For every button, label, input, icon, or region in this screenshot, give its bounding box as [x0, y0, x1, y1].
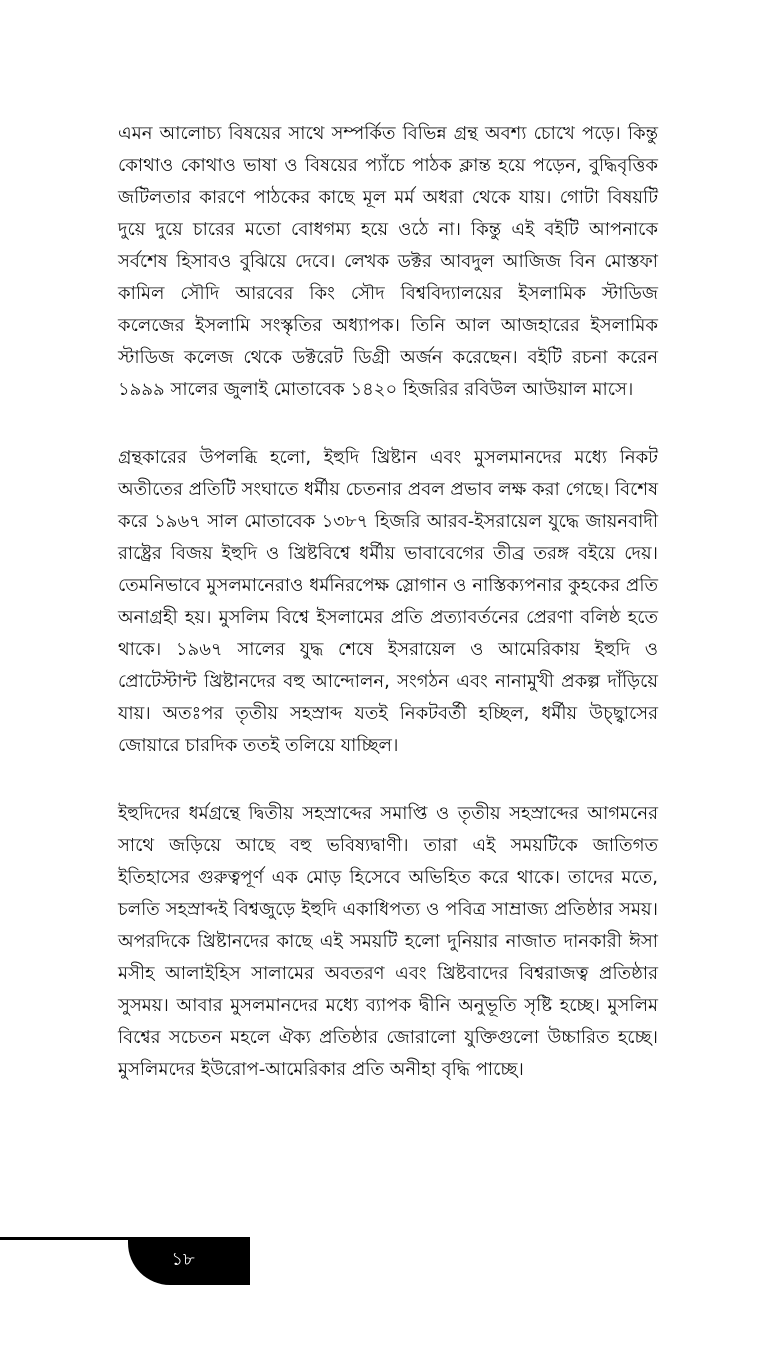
page-number: ১৮ — [171, 1249, 195, 1270]
page-body — [118, 118, 658, 1086]
paragraph-3: ইহুদিদের ধর্মগ্রন্থে দ্বিতীয় সহস্রাব্দের সমাপ্তি ও তৃতীয় সহস্রাব্দের আগমনের সাথে জড়িয়ে আছে বহু ভবিষ্যদ্বাণী। তারা এই সময়টিকে জাতিগত ইতিহাসের গুরুত্বপূর্ণ এক মোড় হিসেবে অভিহিত করে থাকে। তাদের মতে, চলতি সহস্রাব্দই বিশ্বজুড়ে ইহুদি একাধিপত্য ও পবিত্র সাম্রাজ্য প্রতিষ্ঠার সময়। অপরদিকে খ্রিষ্টানদের কাছে এই সময়টি হলো দুনিয়ার নাজাত দানকারী ঈসা মসীহ আলাইহিস সালামের অবতরণ এবং খ্রিষ্টবাদের বিশ্বরাজত্ব প্রতিষ্ঠার সুসময়। আবার মুসলমানদের মধ্যে ব্যাপক দ্বীনি অনুভূতি সৃষ্টি হচ্ছে। মুসলিম বিশ্বের সচেতন মহলে ঐক্য প্রতিষ্ঠার জোরালো যুক্তিগুলো উচ্চারিত হচ্ছে। মুসলিমদের ইউরোপ-আমেরিকার প্রতি অনীহা বৃদ্ধি পাচ্ছে। — [118, 803, 658, 1080]
paragraph-1: এমন আলোচ্য বিষয়ের সাথে সম্পর্কিত বিভিন্ন গ্রন্থ অবশ্য চোখে পড়ে। কিন্তু কোথাও কোথাও ভাষা ও বিষয়ের প্যাঁচে পাঠক ক্লান্ত হয়ে পড়েন, বুদ্ধিবৃত্তিক জটিলতার কারণে পাঠকের কাছে মূল মর্ম অধরা থেকে যায়। গোটা বিষয়টি দুয়ে দুয়ে চারের মতো বোধগম্য হয়ে ওঠে না। কিন্তু এই বইটি আপনাকে সর্বশেষ হিসাবও বুঝিয়ে দেবে। লেখক ডক্টর আবদুল আজিজ বিন মোস্তফা কামিল সৌদি আরবের কিং সৌদ বিশ্ববিদ্যালয়ের ইসলামিক স্টাডিজ কলেজের ইসলামি সংস্কৃতির অধ্যাপক। তিনি আল আজহারের ইসলামিক স্টাডিজ কলেজ থেকে ডক্টরেট ডিগ্রী অর্জন করেছেন। বইটি রচনা করেন ১৯৯৯ সালের জুলাই মোতাবেক ১৪২০ হিজরির রবিউল আউয়াল মাসে। — [118, 123, 658, 400]
paragraph-2: গ্রন্থকারের উপলব্ধি হলো, ইহুদি খ্রিষ্টান এবং মুসলমানদের মধ্যে নিকট অতীতের প্রতিটি সংঘাতে ধর্মীয় চেতনার প্রবল প্রভাব লক্ষ করা গেছে। বিশেষ করে ১৯৬৭ সাল মোতাবেক ১৩৮৭ হিজরি আরব-ইসরায়েল যুদ্ধে জায়নবাদী রাষ্ট্রের বিজয় ইহুদি ও খ্রিষ্টবিশ্বে ধর্মীয় ভাবাবেগের তীব্র তরঙ্গ বইয়ে দেয়। তেমনিভাবে মুসলমানেরাও ধর্মনিরপেক্ষ স্লোগান ও নাস্তিক্যপনার কুহকের প্রতি অনাগ্রহী হয়। মুসলিম বিশ্বে ইসলামের প্রতি প্রত্যাবর্তনের প্রেরণা বলিষ্ঠ হতে থাকে। ১৯৬৭ সালের যুদ্ধ শেষে ইসরায়েল ও আমেরিকায় ইহুদি ও প্রোটেস্টান্ট খ্রিষ্টানদের বহু আন্দোলন, সংগঠন এবং নানামুখী প্রকল্প দাঁড়িয়ে যায়। অতঃপর তৃতীয় সহস্রাব্দ যতই নিকটবর্তী হচ্ছিল, ধর্মীয় উচ্ছ্বাসের জোয়ারে চারদিক ততই তলিয়ে যাচ্ছিল। — [118, 447, 658, 756]
